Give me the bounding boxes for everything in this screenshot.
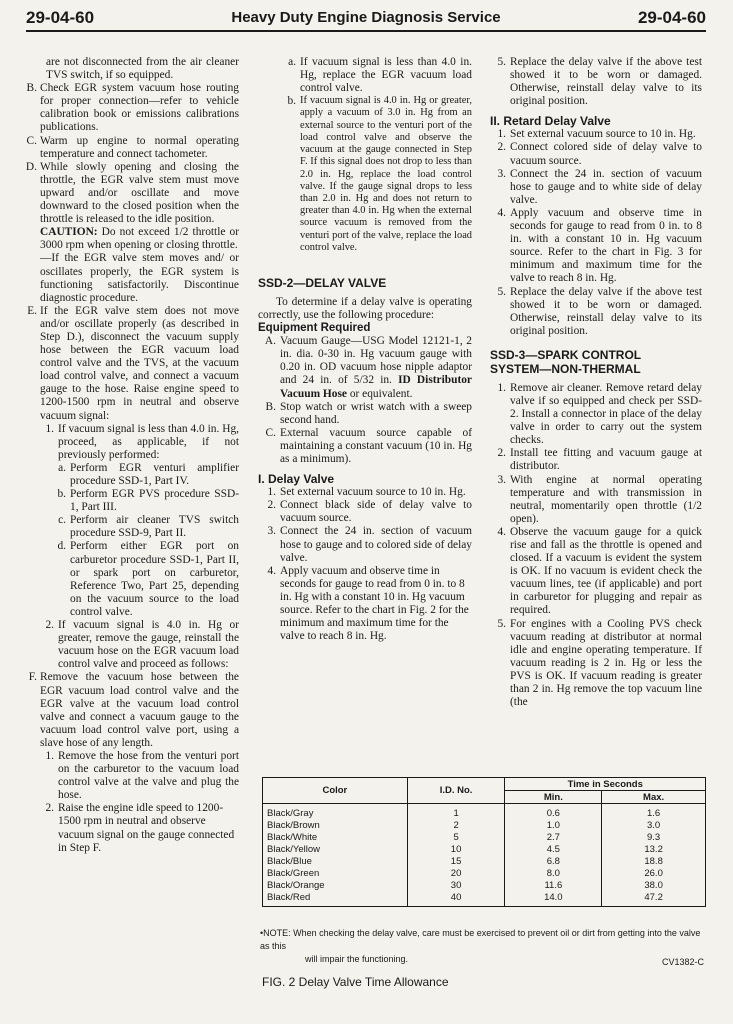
step-label: 5. — [497, 56, 506, 68]
step-e-d — [24, 540, 239, 619]
spark-step-5 — [490, 618, 702, 710]
step-label: D. — [25, 160, 37, 173]
step-label: 1. — [45, 749, 54, 762]
cell-id: 40 — [407, 892, 505, 907]
step-label: a. — [288, 56, 296, 68]
table-row — [263, 832, 706, 844]
section-intro: To determine if a delay valve is operating correctly, use the following procedure: — [258, 295, 472, 322]
spark-step-2 — [490, 447, 702, 473]
page-number-right: 29-04-60 — [637, 8, 706, 27]
caution-label: CAUTION: — [40, 226, 98, 239]
page-title: Heavy Duty Engine Diagnosis Service — [231, 9, 501, 26]
equipment-b — [258, 401, 472, 427]
cell-max: 47.2 — [602, 892, 706, 907]
step-label: 1. — [267, 486, 276, 499]
step-text: Stop watch or wrist watch with a sweep second hand. — [280, 400, 472, 426]
cell-min: 4.5 — [505, 844, 602, 856]
step-text: Observe the vacuum gauge for a quick rise and fall as the throttle is opened and closed. If a vacuum is evident the system is OK. If no vacuum is evident check the vacuum lines, tee (if applicable) and port in carburetor for plugging and repair as required. — [510, 525, 702, 617]
header-rule — [26, 30, 706, 32]
step-text: While slowly opening and closing the throttle, the EGR valve stem must move upward and/or oscillate and move downward to the closed position when the throttle is released to the idle position. — [40, 160, 239, 226]
delay-step-3 — [258, 525, 472, 564]
cell-min: 1.0 — [505, 820, 602, 832]
step-text: Replace the delay valve if the above test showed it to be worn or damaged. Otherwise, reinstall delay valve to its original position. — [510, 285, 702, 337]
step-text: Raise the engine idle speed to 1200-1500 rpm in neutral and observe vacuum signal on the gauge connected in Step F. — [58, 802, 235, 854]
table-row — [263, 856, 706, 868]
step-e-b — [24, 488, 239, 514]
table-row — [263, 804, 706, 821]
equipment-c — [258, 427, 472, 466]
step-text: External vacuum source capable of maintaining a constant vacuum (10 in. Hg as a minimum). — [280, 426, 472, 466]
step-f-2 — [24, 802, 239, 854]
step-label: 2. — [497, 141, 506, 154]
cell-max: 1.6 — [602, 804, 706, 821]
step-label: C. — [26, 134, 37, 147]
step-c — [24, 135, 239, 161]
cell-min: 8.0 — [505, 868, 602, 880]
cell-min: 6.8 — [505, 856, 602, 868]
step-label: 2. — [267, 499, 276, 512]
column-1 — [24, 56, 239, 855]
step-text: Warm up engine to normal operating temperature and connect tachometer. — [40, 134, 239, 160]
step-text: Remove the vacuum hose between the EGR vacuum load control valve and the EGR valve at the vacuum load control valve and connect a vacuum gauge to the vacuum load control valve port, using a slave hose of any length. — [40, 671, 239, 749]
step-text: Connect black side of delay valve to vacuum source. — [280, 499, 472, 525]
section-heading-ssd-3: SSD-3—SPARK CONTROL — [490, 347, 642, 362]
step-label: B. — [265, 400, 276, 413]
step-label: 3. — [497, 473, 506, 486]
step-d — [24, 161, 239, 305]
cell-color: Black/Blue — [263, 856, 408, 868]
step-text: If the EGR valve stem does not move and/or oscillate properly (as described in Step D.), disconnect the vacuum supply hose between the EGR vacuum load control valve and the TVS, at the vacuum load control valve, and connect a vacuum gauge to the hose. Raise engine speed to 1200-1500 rpm in neutral and observe vacuum signal: — [40, 304, 239, 422]
note-line-1: •NOTE: When checking the delay valve, care must be exercised to prevent oil or dirt from getting into the valve as this — [260, 928, 701, 951]
step-text: Check EGR system vacuum hose routing for proper connection—refer to vehicle calibration book or emissions calibrations publications. — [40, 82, 239, 134]
step-label: b. — [287, 95, 296, 108]
cell-color: Black/Green — [263, 868, 408, 880]
step-label: 4. — [497, 525, 506, 538]
delay-step-2 — [258, 499, 472, 525]
cell-id: 2 — [407, 820, 505, 832]
step-text: Connect the 24 in. section of vacuum hose to gauge and to colored side of delay valve. — [280, 525, 472, 564]
step-text: Replace the delay valve if the above test showed it to be worn or damaged. Otherwise, reinstall delay valve to its original position. — [510, 56, 702, 108]
step-e — [24, 305, 239, 423]
step-f-1 — [24, 750, 239, 802]
step-text: If vacuum signal is 4.0 in. Hg or greater, apply a vacuum of 3.0 in. Hg from an external source to the venturi port of the load control valve and observe the vacuum at the gauge connected in Step F. If this signal does not drop to less than 2.0 in. Hg, replace the load control valve. If the gauge signal drops to less than 2.0 in. Hg and does not return to greater than 4.0 in. Hg when the external source vacuum is removed from the venturi port of the valve, replace the load control valve. — [300, 95, 472, 253]
step-text: Set external vacuum source to 10 in. Hg. — [280, 486, 466, 499]
retard-step-3 — [490, 168, 702, 207]
step-label: 2. — [45, 619, 54, 632]
step-text: Vacuum Gauge—USG Model 12121-1, 2 in. dia. 0-30 in. Hg vacuum gauge with 0.20 in. OD vacuum hose nipple adaptor and 24 in. of 5/32 in. ID Distributor Vacuum Hose or equivalent. — [280, 335, 472, 400]
cell-id: 10 — [407, 844, 505, 856]
delay-step-1 — [258, 486, 472, 499]
step-label: 3. — [267, 525, 276, 538]
equipment-heading: Equipment Required — [258, 322, 371, 335]
step-label: a. — [58, 461, 66, 474]
delay-step-5 — [490, 56, 702, 108]
step-label: 5. — [497, 285, 506, 298]
step-label: E. — [27, 304, 37, 317]
step-b — [24, 82, 239, 134]
step-label: d. — [57, 540, 66, 553]
delay-valve-time-table — [262, 777, 706, 907]
step-text: Perform EGR PVS procedure SSD-1, Part III. — [70, 488, 239, 514]
section-heading-ssd-2: SSD-2—DELAY VALVE — [258, 275, 387, 290]
retard-step-5 — [490, 286, 702, 338]
cell-id: 15 — [407, 856, 505, 868]
column-header-time: Time in Seconds — [505, 778, 706, 791]
step-f-2-a — [258, 56, 472, 95]
retard-step-4 — [490, 207, 702, 286]
step-label: 2. — [45, 802, 54, 815]
figure-caption: FIG. 2 Delay Valve Time Allowance — [262, 975, 449, 989]
step-text: Apply vacuum and observe time in seconds for gauge to read from 0 in. to 8 in. with a constant 10 in. Hg vacuum source. Refer to the chart in Fig. 3 for minimum and maximum time for the valve to reach 8 in. Hg. — [510, 206, 702, 285]
cell-color: Black/Yellow — [263, 844, 408, 856]
column-header-min: Min. — [505, 791, 602, 804]
retard-step-2 — [490, 141, 702, 167]
subsection-delay-valve: I. Delay Valve — [258, 472, 335, 487]
step-f — [24, 671, 239, 750]
cell-color: Black/White — [263, 832, 408, 844]
step-e-2 — [24, 619, 239, 671]
table-row — [263, 880, 706, 892]
cell-max: 13.2 — [602, 844, 706, 856]
caution-text: CAUTION: Do not exceed 1/2 throttle or 3000 rpm when opening or closing throttle. — [40, 226, 239, 252]
note-line-2: will impair the functioning. — [305, 954, 409, 964]
step-e-1 — [24, 423, 239, 462]
step-f-2-b — [258, 95, 472, 254]
cell-color: Black/Brown — [263, 820, 408, 832]
step-label: 3. — [497, 167, 506, 180]
intro-text: are not disconnected from the air cleaner TVS switch, if so equipped. — [46, 56, 239, 82]
step-text: With engine at normal operating temperature and with transmission in neutral, momentarily open throttle (1/2 open). — [510, 473, 702, 525]
step-label: A. — [264, 335, 276, 348]
spark-step-1 — [490, 382, 702, 447]
step-label: 1. — [497, 128, 506, 141]
table-note — [260, 927, 710, 966]
figure-reference-code: CV1382-C — [662, 957, 705, 967]
cell-max: 3.0 — [602, 820, 706, 832]
column-header-max: Max. — [602, 791, 706, 804]
cell-min: 14.0 — [505, 892, 602, 907]
step-text: Perform either EGR port on carburetor procedure SSD-1, Part II, or spark port on carburetor, Reference Two, Part 25, depending on the vacuum source to the load control valve. — [70, 540, 239, 618]
page-header — [26, 6, 706, 30]
column-header-color: Color — [263, 778, 408, 804]
step-text: Connect the 24 in. section of vacuum hose to gauge and to white side of delay valve. — [510, 167, 702, 206]
step-label: b. — [57, 488, 66, 501]
step-text: Apply vacuum and observe time in seconds for gauge to read from 0 in. to 8 in. Hg with a constant 10 in. Hg vacuum source. Refer to the chart in Fig. 2 for the minimum and maximum time for the valve to reach 8 in. Hg. — [280, 564, 469, 643]
step-text: If vacuum signal is less than 4.0 in. Hg, proceed, as applicable, if not previously performed: — [58, 422, 239, 461]
cell-max: 9.3 — [602, 832, 706, 844]
step-label: F. — [28, 671, 37, 684]
cell-id: 30 — [407, 880, 505, 892]
table-row — [263, 820, 706, 832]
step-label: 1. — [497, 381, 506, 394]
cell-color: Black/Red — [263, 892, 408, 907]
spark-step-3 — [490, 474, 702, 526]
column-2 — [258, 56, 472, 643]
step-text: Perform EGR venturi amplifier procedure SSD-1, Part IV. — [70, 461, 239, 487]
equipment-a — [258, 335, 472, 400]
step-label: 4. — [267, 564, 276, 577]
column-header-id: I.D. No. — [407, 778, 505, 804]
cell-color: Black/Gray — [263, 804, 408, 821]
step-note: —If the EGR valve stem moves and/ or oscillates properly, the EGR system is functioning satisfactorily. Discontinue diagnostic procedure. — [40, 252, 239, 304]
step-text: Connect colored side of delay valve to vacuum source. — [510, 141, 702, 167]
cell-min: 2.7 — [505, 832, 602, 844]
step-text: Remove the hose from the venturi port on the carburetor to the vacuum load control valve at the valve and plug the hose. — [58, 749, 239, 802]
cell-min: 11.6 — [505, 880, 602, 892]
step-text: Remove air cleaner. Remove retard delay valve if so equipped and check per SSD-2. Install a connector in place of the delay valve in order to carry out the system checks. — [510, 381, 702, 447]
table-row — [263, 844, 706, 856]
step-text: Set external vacuum source to 10 in. Hg. — [510, 128, 696, 141]
column-3 — [490, 56, 702, 709]
retard-step-1 — [490, 128, 702, 141]
cell-max: 38.0 — [602, 880, 706, 892]
step-text: Install tee fitting and vacuum gauge at distributor. — [510, 447, 702, 473]
step-label: 2. — [497, 447, 506, 460]
step-e-c — [24, 514, 239, 540]
step-e-a — [24, 462, 239, 488]
page-number-left: 29-04-60 — [26, 8, 95, 27]
step-label: C. — [265, 426, 276, 439]
subsection-retard-delay-valve: II. Retard Delay Valve — [490, 114, 611, 129]
cell-max: 18.8 — [602, 856, 706, 868]
delay-step-4 — [258, 565, 472, 644]
step-text: For engines with a Cooling PVS check vacuum reading at distributor at normal idle and engine operating temperature. If vacuum reading is 2 in. Hg or less the PVS is OK. If vacuum reading is greater than 2 in. Hg remove the top vacuum line (the — [510, 617, 702, 709]
step-label: 1. — [45, 422, 54, 435]
spark-step-4 — [490, 526, 702, 618]
cell-id: 20 — [407, 868, 505, 880]
cell-id: 1 — [407, 804, 505, 821]
table-row — [263, 868, 706, 880]
cell-max: 26.0 — [602, 868, 706, 880]
cell-id: 5 — [407, 832, 505, 844]
table-row — [263, 892, 706, 907]
section-heading-ssd-3-line-2: SYSTEM—NON-THERMAL — [490, 361, 641, 376]
step-text: If vacuum signal is 4.0 in. Hg or greater, remove the gauge, reinstall the vacuum hose on the EGR vacuum load control valve and proceed as follows: — [58, 619, 239, 671]
step-label: c. — [58, 514, 66, 527]
step-label: 4. — [497, 206, 506, 219]
cell-min: 0.6 — [505, 804, 602, 821]
step-label: 5. — [497, 617, 506, 630]
step-text: If vacuum signal is less than 4.0 in. Hg, replace the EGR vacuum load control valve. — [300, 56, 472, 95]
step-text: Perform air cleaner TVS switch procedure SSD-9, Part II. — [70, 514, 239, 540]
step-label: B. — [26, 82, 37, 95]
cell-color: Black/Orange — [263, 880, 408, 892]
